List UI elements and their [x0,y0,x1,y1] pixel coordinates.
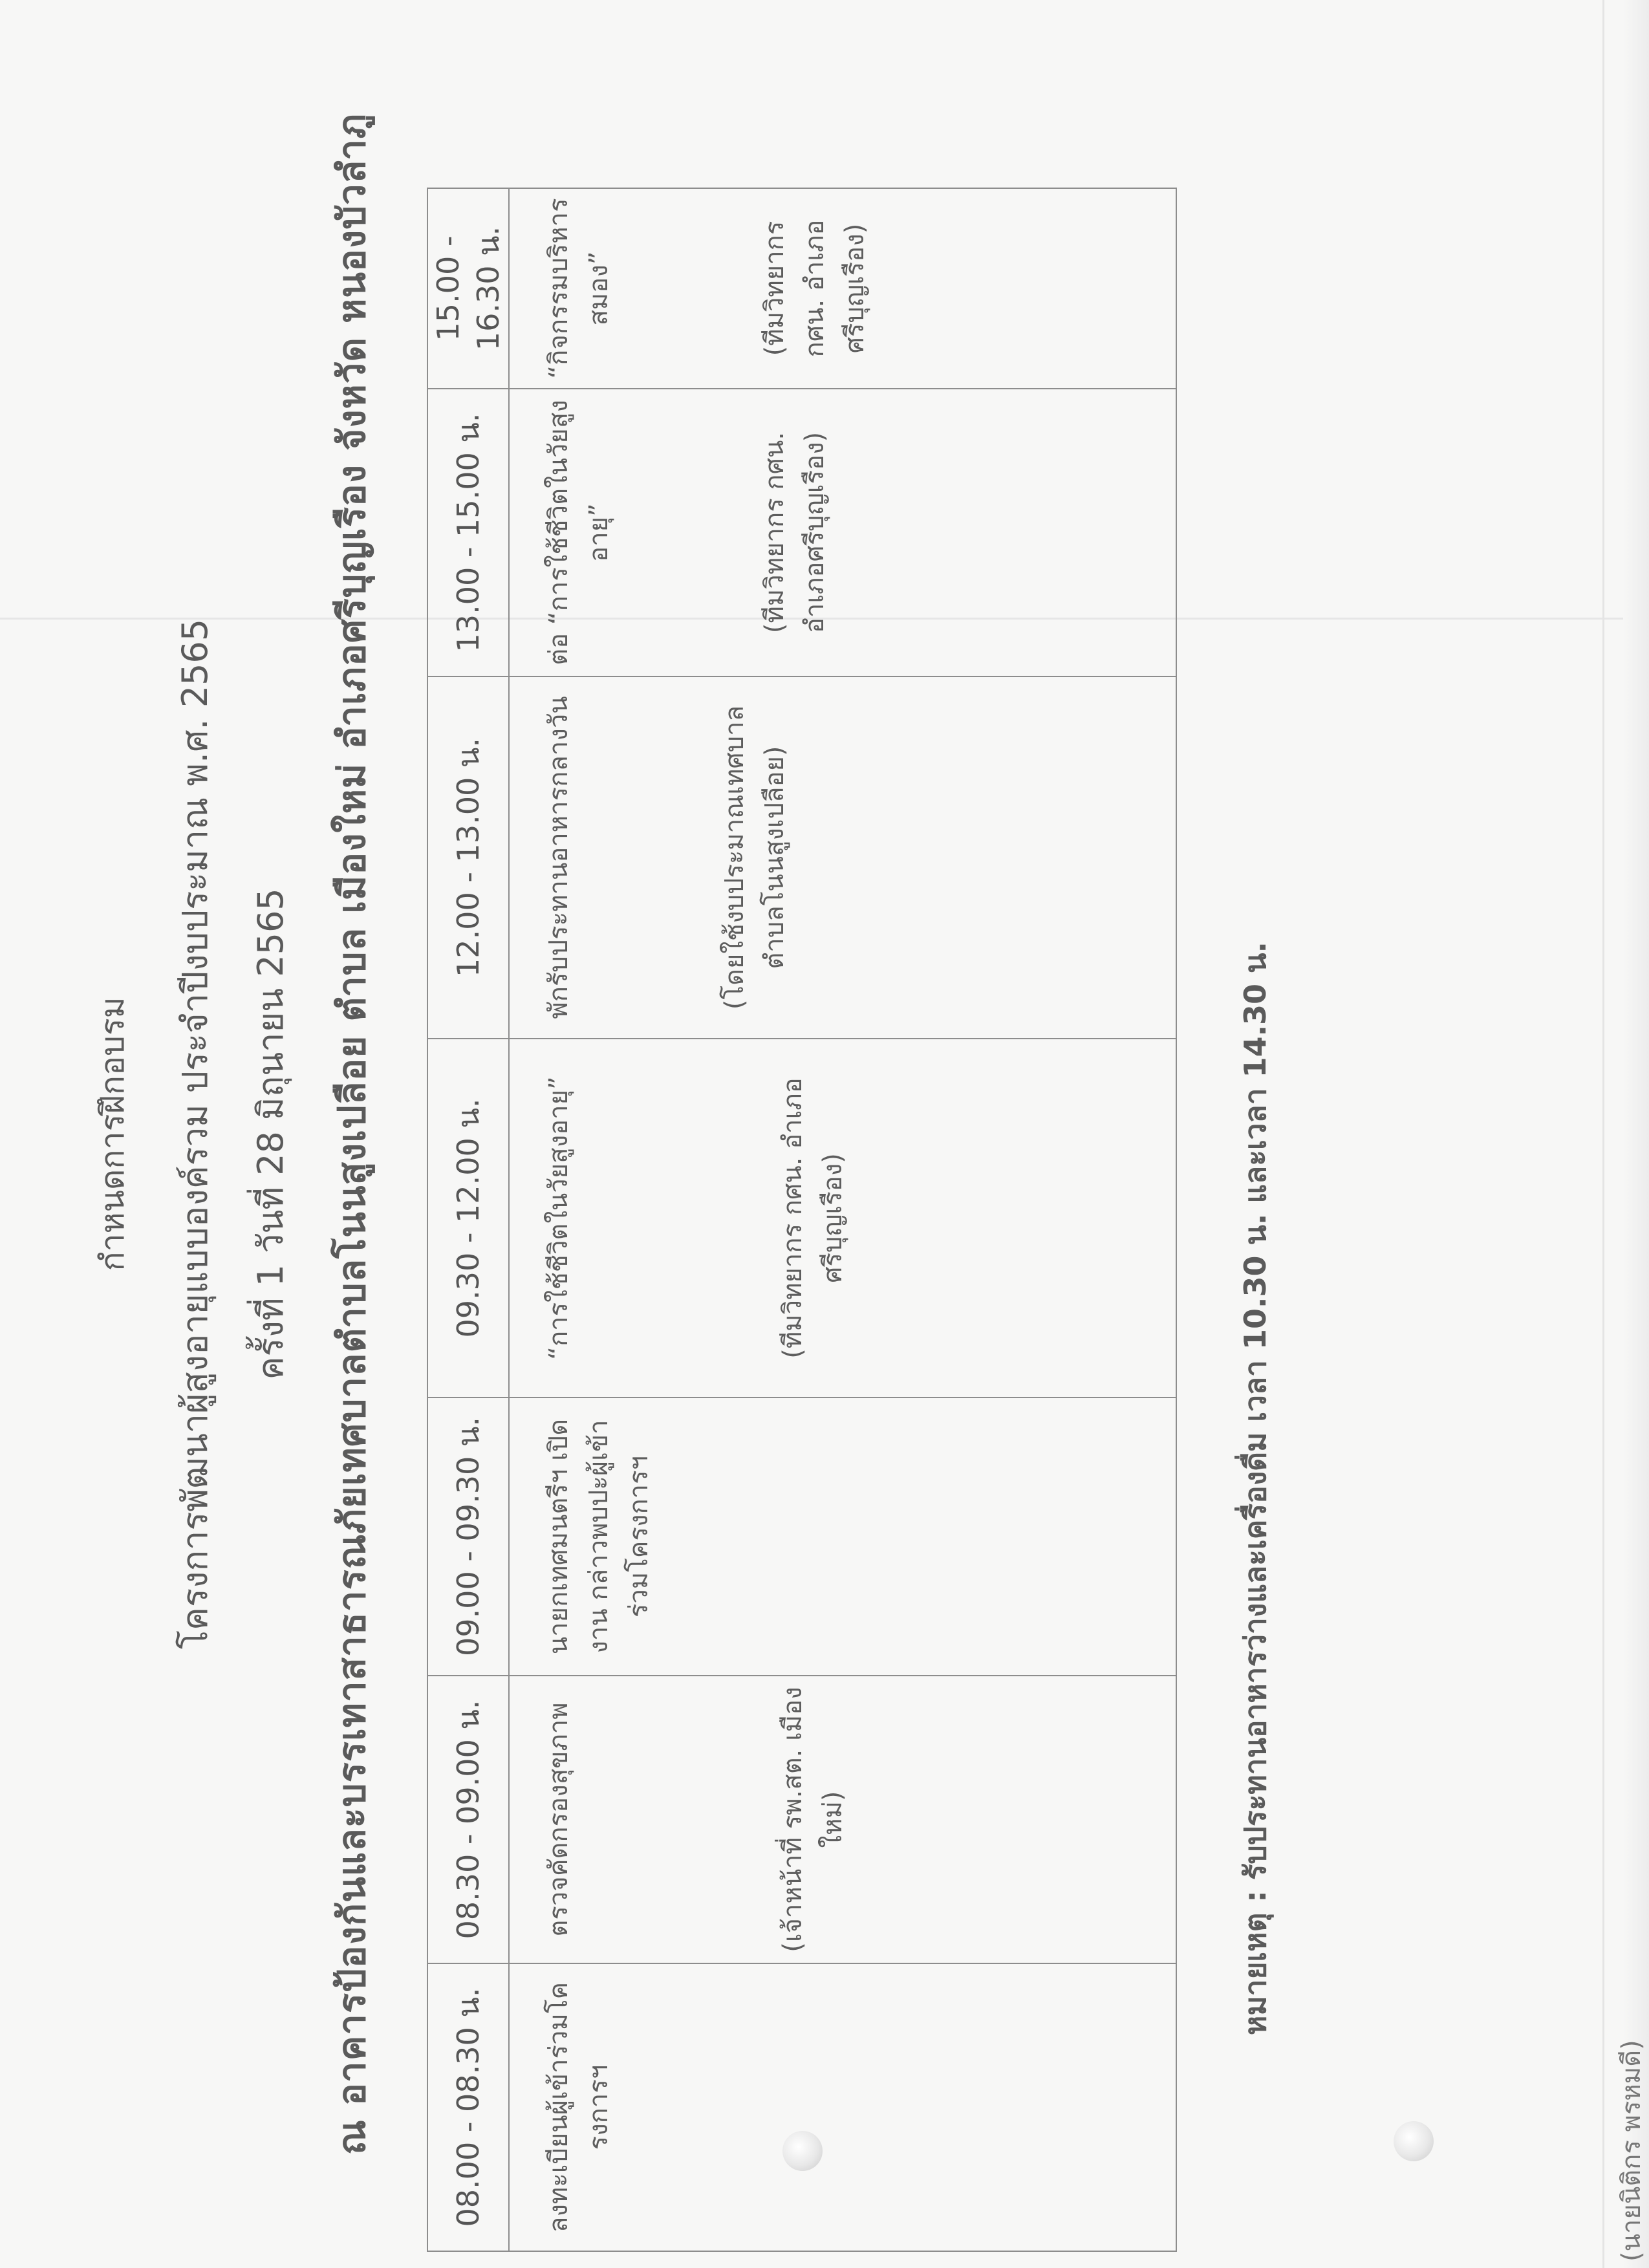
activity-cell [509,1398,1176,1676]
time-slot: 12.00 - 13.00 น. [427,676,509,1039]
activity-cell [509,676,1176,1039]
activity-row [509,188,1176,2251]
time-slot: 09.30 - 12.00 น. [427,1039,509,1398]
activity-cell [509,188,1176,389]
project-name: โครงการพัฒนาผู้สูงอายุแบบองค์รวม ประจำปีงบประมาณ พ.ศ. 2565 [175,618,215,1650]
time-slot-row [427,188,509,2251]
activity-text: ต่อ “การใช้ชีวิตในวัยสูงอายุ” [544,400,614,665]
remark-note: หมายเหตุ : รับประทานอาหารว่างและเครื่องดื่ม เวลา 10.30 น. และเวลา 14.30 น. [1238,942,1273,2035]
responsible-text: (ทีมวิทยากร กศน. อำเภอศรีบุญเรือง) [760,219,870,358]
time-slot: 08.30 - 09.00 น. [427,1676,509,1963]
activity-cell [509,1963,1176,2251]
activity-text: “การใช้ชีวิตในวัยสูงอายุ” [544,1076,574,1360]
time-slot: 13.00 - 15.00 น. [427,389,509,676]
session-date: ครั้งที่ 1 วันที่ 28 มิถุนายน 2565 [250,888,291,1380]
responsible-text: (เจ้าหน้าที่ รพ.สต. เมืองใหม่) [778,1687,848,1952]
time-slot: 15.00 - 16.30 น. [427,188,509,389]
responsible-text: (โดยใช้งบประมาณเทศบาลตำบลโนนสูงเปลือย) [720,705,790,1010]
schedule-table [427,188,1177,2252]
activity-cell [509,1039,1176,1398]
signature-name: (นายนิติกร พรหมดี) [1617,2040,1646,2262]
document-title: กำหนดการฝึกอบรม [94,997,131,1271]
activity-cell [509,389,1176,676]
activity-text: “กิจกรรมบริหารสมอง” [544,198,614,379]
activity-text: ลงทะเบียนผู้เข้าร่วมโครงการฯ [544,1982,614,2233]
activity-text: ตรวจคัดกรองสุขภาพ [544,1702,574,1937]
activity-cell [509,1676,1176,1963]
time-slot: 08.00 - 08.30 น. [427,1963,509,2251]
time-slot: 09.00 - 09.30 น. [427,1398,509,1676]
responsible-text: (ทีมวิทยากร กศน. อำเภอศรีบุญเรือง) [778,1077,848,1359]
activity-text: พักรับประทานอาหารกลางวัน [544,696,574,1019]
activity-text: นายกเทศมนตรีฯ เปิดงาน กล่าวพบปะผู้เข้าร่วมโครงการฯ [544,1418,654,1655]
responsible-text: (ทีมวิทยากร กศน. อำเภอศรีบุญเรือง) [760,431,830,634]
venue-line: ณ อาคารป้องกันและบรรเทาสาธารณภัยเทศบาลตำบลโนนสูงเปลือย ตำบล เมืองใหม่ อำเภอศรีบุญเรือง จังหวัด หนองบัวลำภู [330,113,374,2155]
